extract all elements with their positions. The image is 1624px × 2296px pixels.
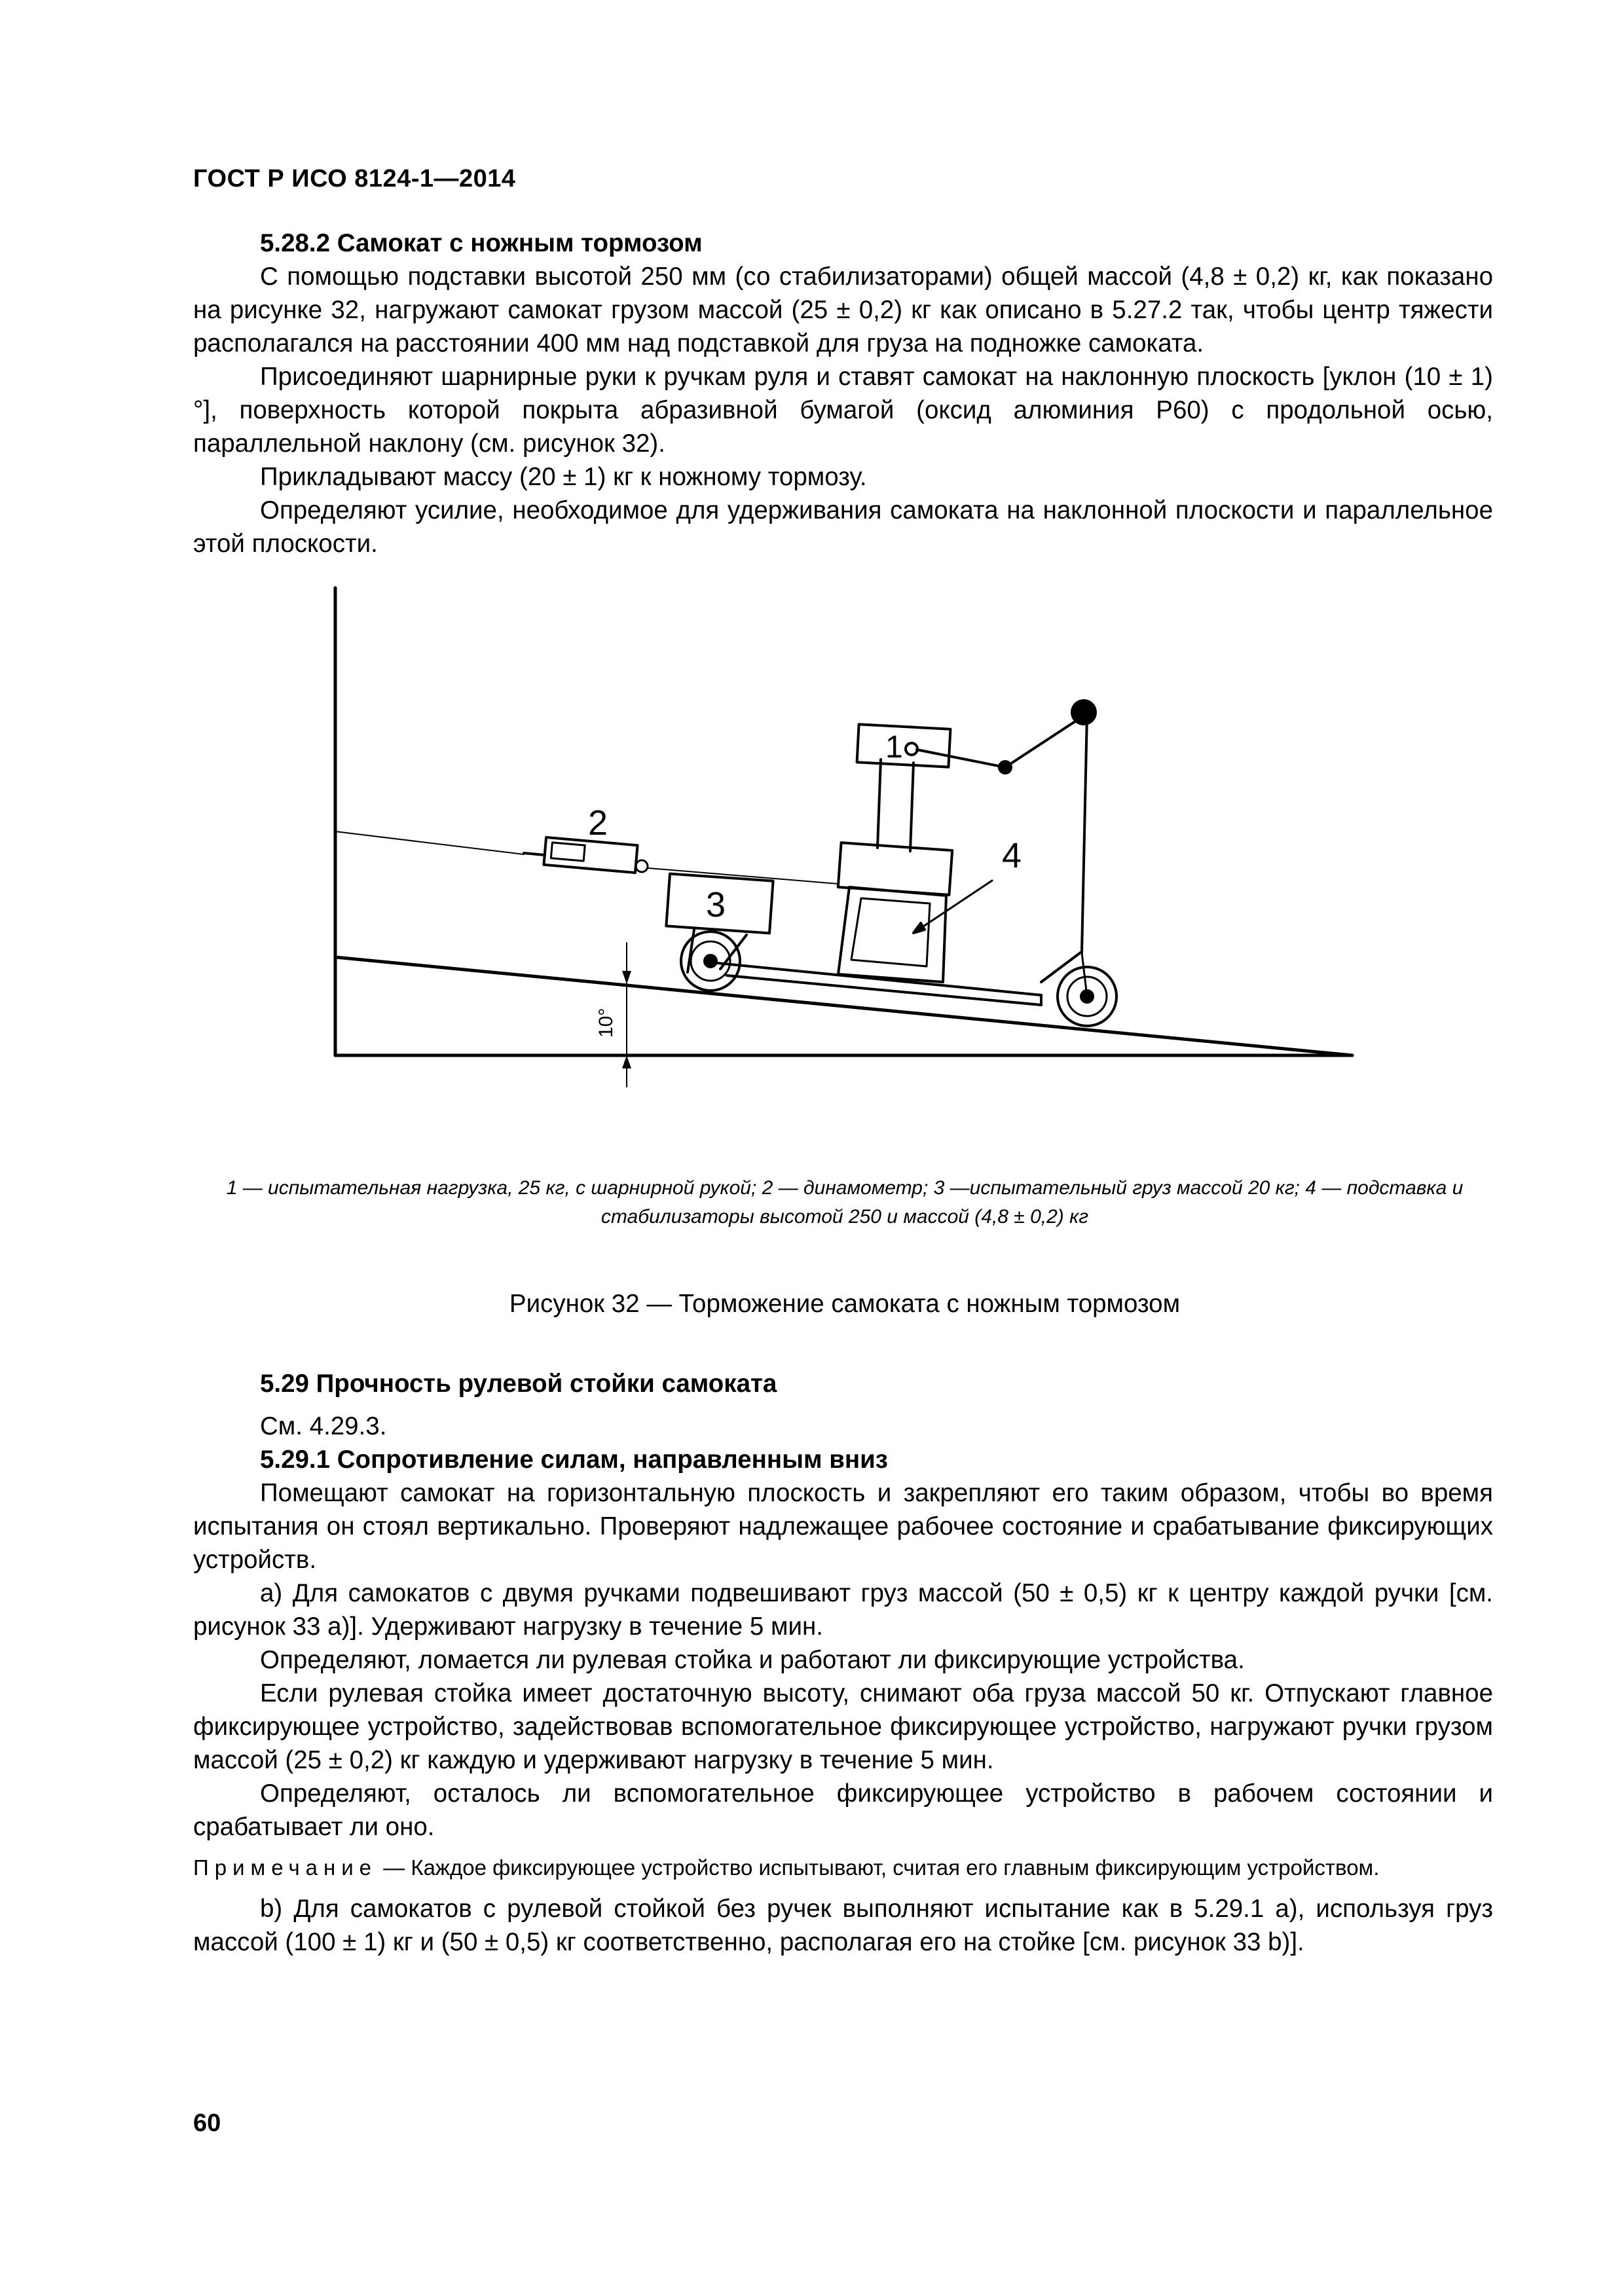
note-label: Примечание	[193, 1855, 378, 1880]
figure-legend: 1 — испытательная нагрузка, 25 кг, с шарнирной рукой; 2 — динамометр; 3 —испытательный груз массой 20 кг; 4 — подставка и стабилизаторы высотой 250 и массой (4,8 ± 0,2) кг	[226, 1177, 1464, 1228]
paragraph: С помощью подставки высотой 250 мм (со стабилизаторами) общей массой (4,8 ± 0,2) кг, как показано на рисунке 32, нагружают самокат грузом массой (25 ± 0,2) кг как описано в 5.27.2 так, чтобы центр тяжести располагался на расстоянии 400 мм над подставкой для груза на подножке самоката.	[193, 263, 1493, 357]
section-5-29	[193, 1367, 1493, 1959]
section-ref: См. 4.29.3.	[260, 1412, 387, 1440]
paragraph: Прикладывают массу (20 ± 1) кг к ножному тормозу.	[260, 463, 867, 491]
paragraph: Присоединяют шарнирные руки к ручкам руля и ставят самокат на наклонную плоскость [уклон (10 ± 1)°], поверхность которой покрыта абразивной бумагой (оксид алюминия Р60) с продольной осью, параллельной наклону (см. рисунок 32).	[193, 363, 1493, 458]
subsection-heading: 5.29.1 Сопротивление силам, направленным вниз	[260, 1446, 888, 1474]
page-number: 60	[193, 2109, 221, 2137]
label-3: 3	[706, 885, 726, 924]
paragraph: a) Для самокатов с двумя ручками подвешивают груз массой (50 ± 0,5) кг к центру каждой ручки [см. рисунок 33 а)]. Удерживают нагрузку в течение 5 мин.	[193, 1579, 1493, 1641]
paragraph: Если рулевая стойка имеет достаточную высоту, снимают оба груза массой 50 кг. Отпускают главное фиксирующее устройство, задействовав вспомогательное фиксирующее устройство, нагружают ручки грузом массой (25 ± 0,2) кг каждую и удерживают нагрузку в течение 5 мин.	[193, 1679, 1493, 1774]
cable	[648, 868, 838, 884]
paragraph: b) Для самокатов с рулевой стойкой без ручек выполняют испытание как в 5.29.1 а), используя груз массой (100 ± 1) кг и (50 ± 0,5) кг соответственно, располагая его на стойке [см. рисунок 33 b)].	[193, 1895, 1493, 1956]
handlebar-knob	[1072, 701, 1096, 724]
paragraph: Определяют, ломается ли рулевая стойка и работают ли фиксирующие устройства.	[260, 1646, 1245, 1674]
document-header: ГОСТ Р ИСО 8124-1—2014	[193, 165, 516, 192]
section-heading: 5.29 Прочность рулевой стойки самоката	[260, 1370, 777, 1398]
figure-caption: Рисунок 32 — Торможение самоката с ножным тормозом	[509, 1290, 1181, 1318]
steering-column	[1082, 714, 1087, 953]
label-2: 2	[588, 803, 608, 843]
paragraph: Помещают самокат на горизонтальную плоскость и закрепляют его таким образом, чтобы во время испытания он стоял вертикально. Проверяют надлежащее рабочее состояние и срабатывание фиксирующих устройств.	[193, 1479, 1493, 1574]
note-text: — Каждое фиксирующее устройство испытывают, считая его главным фиксирующим устройством.	[383, 1855, 1380, 1880]
label-1: 1	[885, 730, 903, 765]
label-4: 4	[1002, 836, 1022, 875]
note	[193, 1853, 1493, 1883]
section-heading: 5.28.2 Самокат с ножным тормозом	[260, 229, 703, 257]
paragraph: Определяют, осталось ли вспомогательное фиксирующее устройство в рабочем состоянии и срабатывает ли оно.	[193, 1779, 1493, 1841]
inclined-plane	[335, 957, 1352, 1055]
figure-32-diagram	[314, 576, 1375, 1113]
articulated-arm	[917, 750, 1005, 767]
dynamometer	[524, 837, 648, 873]
load-base	[838, 843, 952, 895]
paragraph: Определяют усилие, необходимое для удерживания самоката на наклонной плоскости и параллельное этой плоскости.	[193, 496, 1493, 558]
test-load	[857, 724, 951, 767]
cable	[335, 831, 524, 854]
section-5-28-2	[193, 227, 1493, 560]
label-4-leader	[913, 881, 992, 933]
angle-label: 10°	[595, 1008, 617, 1038]
